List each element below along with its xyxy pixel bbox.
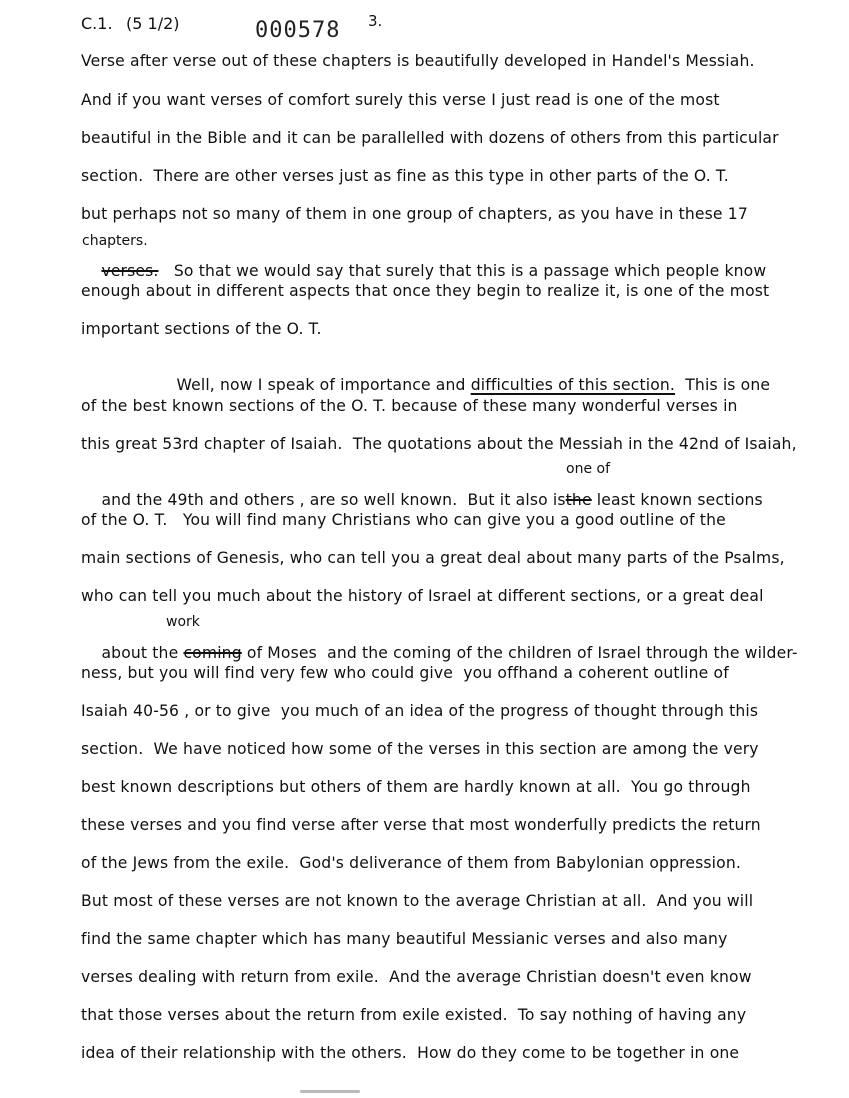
text-line: section. There are other verses just as fine as this type in other parts of the O. T. bbox=[81, 167, 729, 185]
text-line: verses dealing with return from exile. And the average Christian doesn't even know bbox=[81, 968, 752, 986]
text-line-lead: about the bbox=[101, 644, 179, 662]
text-line: that those verses about the return from exile existed. To say nothing of having any bbox=[81, 1006, 747, 1024]
text-line: But most of these verses are not known to the average Christian at all. And you will bbox=[81, 892, 754, 910]
text-line: of the Jews from the exile. God's deliverance of them from Babylonian oppression. bbox=[81, 854, 741, 872]
text-line: Isaiah 40-56 , or to give you much of an idea of the progress of thought through this bbox=[81, 702, 759, 720]
handwritten-insertion: chapters. bbox=[82, 233, 148, 249]
text-line-rest: So that we would say that surely that this is a passage which people know bbox=[173, 262, 767, 280]
text-line: ness, but you will find very few who could give you offhand a coherent outline of bbox=[81, 664, 729, 682]
struck-word: the bbox=[565, 491, 592, 509]
text-line: idea of their relationship with the others. How do they come to be together in one bbox=[81, 1044, 740, 1062]
text-line: enough about in different aspects that once they begin to realize it, is one of the most bbox=[81, 282, 770, 300]
text-line-rest: of Moses and the coming of the children of Israel through the wilder- bbox=[241, 644, 798, 662]
document-number-stamp: 000578 bbox=[255, 18, 341, 43]
section-code: C.1. bbox=[81, 14, 113, 33]
scan-smudge bbox=[300, 1090, 360, 1093]
text-line-lead: and the 49th and others , are so well known. But it also is bbox=[101, 491, 566, 509]
text-line-lead: Well, now I speak of importance and bbox=[176, 376, 471, 394]
struck-word: coming bbox=[183, 644, 242, 662]
section-fraction: (5 1/2) bbox=[126, 14, 180, 33]
text-line-rest: least known sections bbox=[591, 491, 763, 509]
handwritten-insertion: one of bbox=[566, 461, 610, 477]
text-line: find the same chapter which has many beautiful Messianic verses and also many bbox=[81, 930, 728, 948]
text-line: important sections of the O. T. bbox=[81, 320, 322, 338]
struck-word: verses. bbox=[101, 262, 159, 280]
page-number: 3. bbox=[368, 12, 383, 30]
text-line: main sections of Genesis, who can tell you a great deal about many parts of the Psalms, bbox=[81, 549, 785, 567]
text-line: this great 53rd chapter of Isaiah. The quotations about the Messiah in the 42nd of Isaiah, bbox=[81, 435, 797, 453]
handwritten-insertion: work bbox=[166, 614, 200, 630]
text-line: best known descriptions but others of them are hardly known at all. You go through bbox=[81, 778, 751, 796]
text-line-rest: This is one bbox=[685, 376, 771, 394]
text-line: And if you want verses of comfort surely this verse I just read is one of the most bbox=[81, 91, 720, 109]
text-line: beautiful in the Bible and it can be parallelled with dozens of others from this particular bbox=[81, 129, 779, 147]
text-line: these verses and you find verse after verse that most wonderfully predicts the return bbox=[81, 816, 761, 834]
text-line: of the O. T. You will find many Christians who can give you a good outline of the bbox=[81, 511, 726, 529]
text-line: but perhaps not so many of them in one group of chapters, as you have in these 17 bbox=[81, 205, 748, 223]
text-line: who can tell you much about the history of Israel at different sections, or a great deal bbox=[81, 587, 764, 605]
text-line: of the best known sections of the O. T. because of these many wonderful verses in bbox=[81, 397, 738, 415]
underlined-phrase: difficulties of this section. bbox=[470, 376, 676, 394]
text-line: section. We have noticed how some of the verses in this section are among the very bbox=[81, 740, 759, 758]
text-line: Verse after verse out of these chapters is beautifully developed in Handel's Messiah. bbox=[81, 52, 755, 70]
